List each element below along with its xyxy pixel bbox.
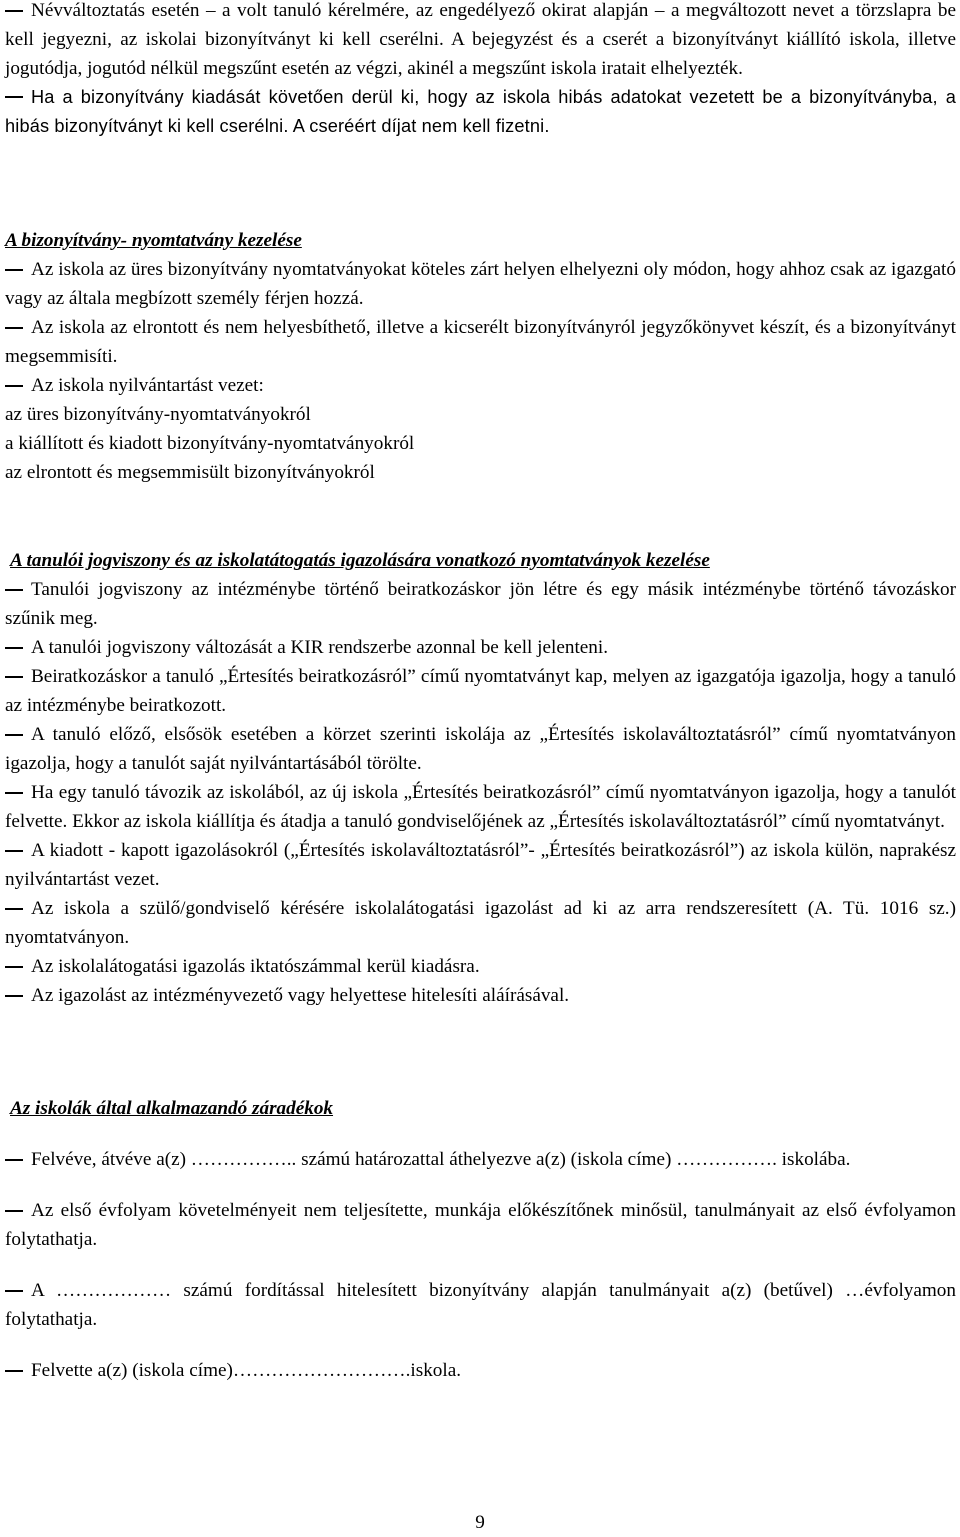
list-item: Az igazolást az intézményvezető vagy helyettese hitelesíti aláírásával. (5, 981, 956, 1010)
list-item: Ha egy tanuló távozik az iskolából, az új iskola „Értesítés beiratkozásról” című nyomtatványon igazolja, hogy a tanulót felvette. Ekkor az iskola kiállítja és átadja a tanuló gondviselőjének az „Értesítés iskolaváltoztatásról” című nyomtatványt. (5, 782, 956, 832)
paragraph-faulty-certificate: Ha a bizonyítvány kiadását követően derül ki, hogy az iskola hibás adatokat vezetett be a bizonyítványba, a hibás bizonyítványt ki kell cserélni. A cseréért díjat nem kell fizetni. (5, 87, 956, 136)
dash-bullet (5, 385, 23, 387)
dash-bullet (5, 1370, 23, 1372)
section-student-status-forms (5, 546, 956, 1010)
dash-bullet (5, 647, 23, 649)
list-item: a kiállított és kiadott bizonyítvány-nyomtatványokról (5, 433, 415, 454)
section-name-change (5, 0, 956, 141)
dash-bullet (5, 734, 23, 736)
list-item: az elrontott és megsemmisült bizonyítványokról (5, 462, 375, 483)
clause-item: Felvéve, átvéve a(z) …………….. számú határozattal áthelyezve a(z) (iskola címe) ……………. iskolába. (5, 1145, 956, 1174)
section-heading: Az iskolák által alkalmazandó záradékok (10, 1098, 334, 1119)
list-item: Az iskolalátogatási igazolás iktatószámmal kerül kiadásra. (5, 952, 956, 981)
dash-bullet (5, 589, 23, 591)
section-heading: A bizonyítvány- nyomtatvány kezelése (5, 230, 302, 251)
page-number: 9 (475, 1512, 485, 1533)
dash-bullet (5, 1290, 23, 1292)
list-item: A tanuló előző, elsősök esetében a körzet szerinti iskolája az „Értesítés iskolaváltoztatásról” című nyomtatványon igazolja, hogy a tanulót saját nyilvántartásából törölte. (5, 724, 956, 774)
list-item: az üres bizonyítvány-nyomtatványokról (5, 404, 311, 425)
list-item: Az iskola a szülő/gondviselő kérésére iskolalátogatási igazolást ad ki az arra rendszeresített (A. Tü. 1016 sz.) nyomtatványon. (5, 898, 956, 948)
list-item: A kiadott - kapott igazolásokról („Értesítés iskolaváltoztatásról”- „Értesítés beiratkozásról”) az iskola külön, naprakész nyilvántartást vezet. (5, 840, 956, 890)
section-clauses (5, 1094, 956, 1407)
section-heading: A tanulói jogviszony és az iskolatátogatás igazolására vonatkozó nyomtatványok kezelése (10, 550, 710, 571)
dash-bullet (5, 995, 23, 997)
dash-bullet (5, 1159, 23, 1161)
paragraph-storage: Az iskola az üres bizonyítvány nyomtatványokat köteles zárt helyen elhelyezni oly módon, hogy ahhoz csak az igazgató vagy az általa megbízott személy férjen hozzá. (5, 259, 956, 309)
list-item: A tanulói jogviszony változását a KIR rendszerbe azonnal be kell jelenteni. (5, 633, 956, 662)
paragraph-spoiled: Az iskola az elrontott és nem helyesbíthető, illetve a kicserélt bizonyítványról jegyzőkönyvet készít, és a bizonyítványt megsemmisíti. (5, 317, 956, 367)
section-certificate-form-handling (5, 226, 956, 487)
dash-bullet (5, 327, 23, 329)
dash-bullet (5, 966, 23, 968)
list-item: Beiratkozáskor a tanuló „Értesítés beiratkozásról” című nyomtatványt kap, melyen az igazgatója igazolja, hogy a tanuló az intézménybe beiratkozott. (5, 666, 956, 716)
list-item: Tanulói jogviszony az intézménybe történő beiratkozáskor jön létre és egy másik intézménybe történő távozáskor szűnik meg. (5, 579, 956, 629)
dash-bullet (5, 96, 23, 98)
dash-bullet (5, 1210, 23, 1212)
clause-item: Felvette a(z) (iskola címe)……………………….iskola. (5, 1356, 956, 1385)
dash-bullet (5, 850, 23, 852)
dash-bullet (5, 908, 23, 910)
dash-bullet (5, 792, 23, 794)
dash-bullet (5, 269, 23, 271)
paragraph-name-change: Névváltoztatás esetén – a volt tanuló kérelmére, az engedélyező okirat alapján – a megváltozott nevet a törzslapra be kell jegyezni, az iskolai bizonyítványt ki kell cserélni. A bejegyzést és a cserét a bizonyítványt kiállító iskola, illetve jogutódja, jogutód nélkül megszűnt esetén az végzi, akinél a megszűnt iskola iratait elhelyezték. (5, 0, 956, 79)
clause-item: A ……………… számú fordítással hitelesített bizonyítvány alapján tanulmányait a(z) (betűvel) …évfolyamon folytathatja. (5, 1280, 956, 1330)
dash-bullet (5, 10, 23, 12)
paragraph-register: Az iskola nyilvántartást vezet: (5, 371, 956, 400)
dash-bullet (5, 676, 23, 678)
clause-item: Az első évfolyam követelményeit nem teljesítette, munkája előkészítőnek minősül, tanulmányait az első évfolyamon folytathatja. (5, 1200, 956, 1250)
